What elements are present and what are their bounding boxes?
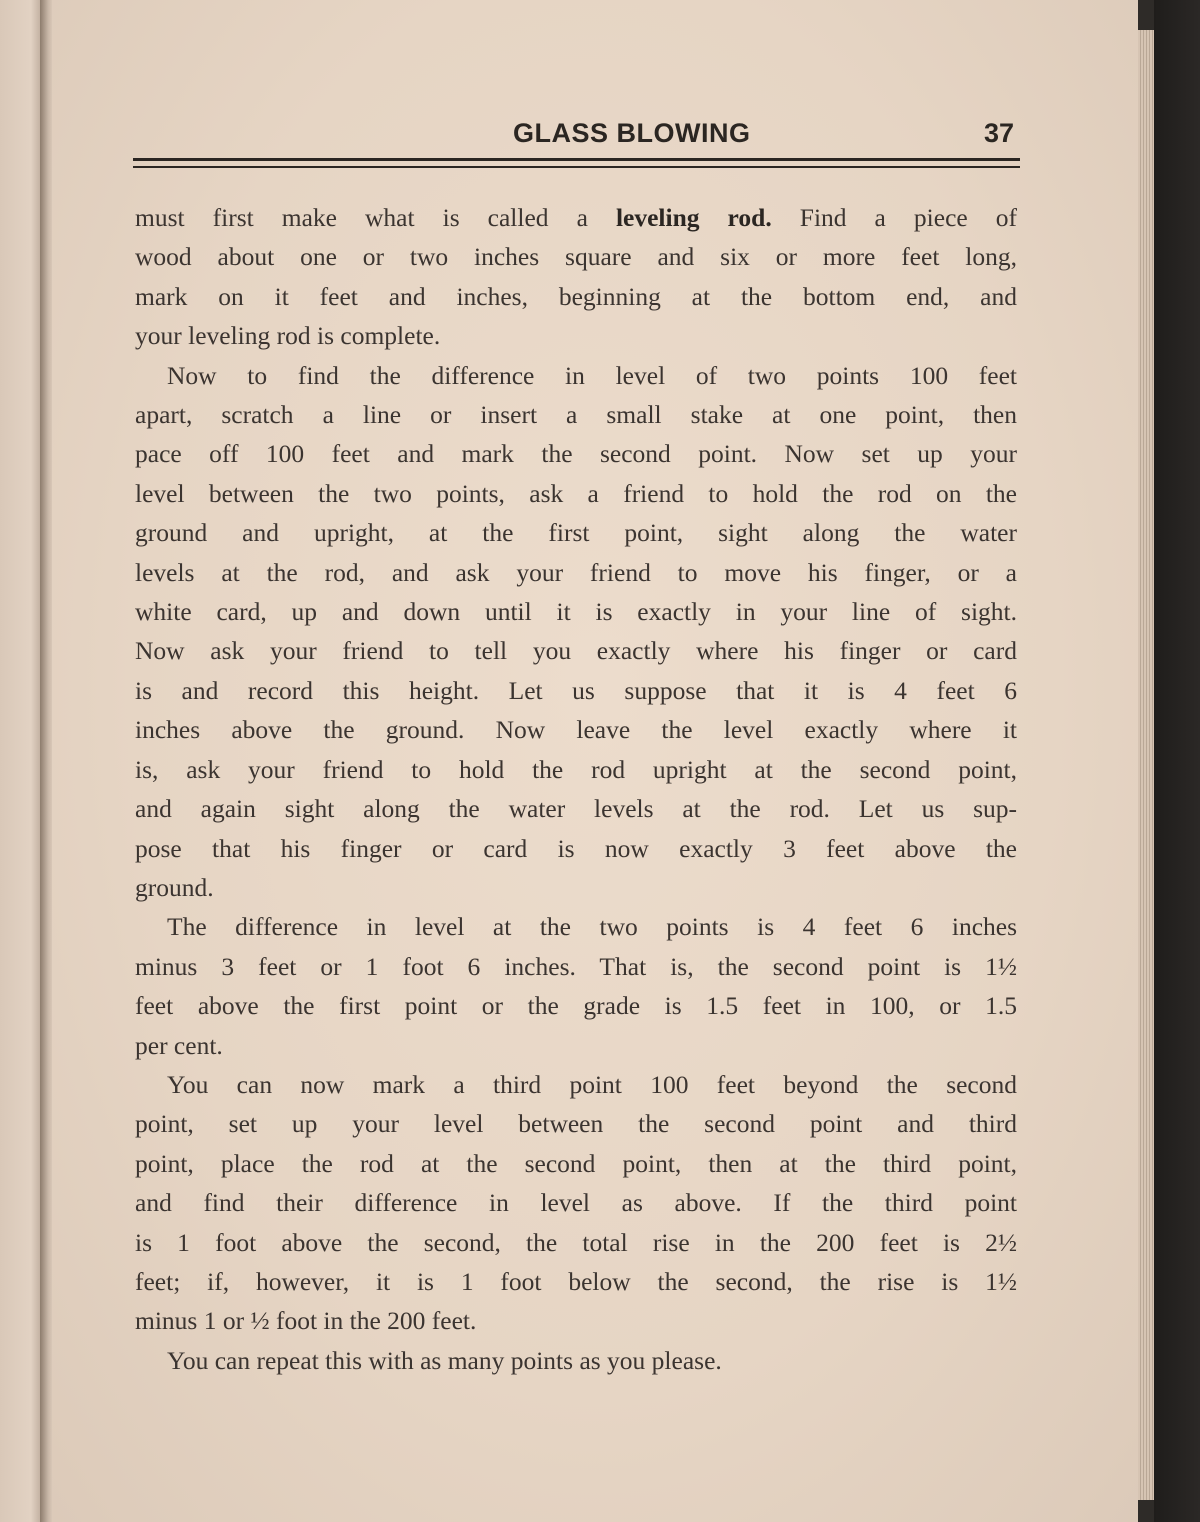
text-line: The difference in level at the two points is 4 feet 6 inches <box>167 912 1017 942</box>
text-line: white card, up and down until it is exactly in your line of sight. <box>135 597 1017 627</box>
page-header <box>135 118 1020 154</box>
text-line: inches above the ground. Now leave the level exactly where it <box>135 715 1017 745</box>
body-text <box>135 198 1017 1380</box>
page-number: 37 <box>983 118 1014 148</box>
text-line: feet; if, however, it is 1 foot below the second, the rise is 1½ <box>135 1266 1017 1296</box>
page-edge-stack <box>1138 30 1154 1500</box>
text-line: pose that his finger or card is now exactly 3 feet above the <box>135 833 1017 863</box>
background-shadow <box>1154 0 1200 1522</box>
text-line: point, place the rod at the second point, then at the third point, <box>135 1148 1017 1178</box>
paragraph <box>135 907 1017 1065</box>
text-line: and find their difference in level as above. If the third point <box>135 1188 1017 1218</box>
text-line: Now ask your friend to tell you exactly where his finger or card <box>135 636 1017 666</box>
term-leveling-rod: leveling rod. <box>615 203 772 232</box>
header-rule-thin <box>133 166 1020 168</box>
text-line: ground. <box>135 872 214 902</box>
text-line: level between the two points, ask a friend to hold the rod on the <box>135 478 1017 508</box>
text-line: minus 3 feet or 1 foot 6 inches. That is, the second point is 1½ <box>135 951 1017 981</box>
text-line: You can now mark a third point 100 feet beyond the second <box>167 1069 1017 1099</box>
paragraph <box>135 1065 1017 1341</box>
text-line: You can repeat this with as many points as you please. <box>167 1345 722 1375</box>
facing-page-edge <box>0 0 44 1522</box>
text-line: pace off 100 feet and mark the second point. Now set up your <box>135 439 1017 469</box>
running-title: GLASS BLOWING <box>513 118 751 148</box>
header-rule-thick <box>133 158 1020 161</box>
text-line: your leveling rod is complete. <box>135 321 441 351</box>
text-line: and again sight along the water levels at the rod. Let us sup- <box>135 794 1017 824</box>
paragraph <box>135 356 1017 908</box>
text-line: apart, scratch a line or insert a small stake at one point, then <box>135 400 1017 430</box>
text-line: is 1 foot above the second, the total rise in the 200 feet is 2½ <box>135 1227 1017 1257</box>
text-line: feet above the first point or the grade is 1.5 feet in 100, or 1.5 <box>135 991 1017 1021</box>
paragraph <box>135 198 1017 356</box>
text-line: minus 1 or ½ foot in the 200 feet. <box>135 1306 477 1336</box>
paragraph <box>135 1341 1017 1380</box>
text-line: levels at the rod, and ask your friend to move his finger, or a <box>135 557 1017 587</box>
text-line: is, ask your friend to hold the rod upright at the second point, <box>135 754 1017 784</box>
text-line: per cent. <box>135 1030 223 1060</box>
text-line: must first make what is called a leveling rod. Find a piece of <box>135 203 1017 232</box>
text-line: Now to find the difference in level of two points 100 feet <box>167 360 1017 390</box>
text-line: ground and upright, at the first point, sight along the water <box>135 518 1017 548</box>
text-line: point, set up your level between the second point and third <box>135 1109 1017 1139</box>
text-line: is and record this height. Let us suppose that it is 4 feet 6 <box>135 675 1017 705</box>
text-line: wood about one or two inches square and six or more feet long, <box>135 242 1017 272</box>
text-line: mark on it feet and inches, beginning at the bottom end, and <box>135 281 1017 311</box>
